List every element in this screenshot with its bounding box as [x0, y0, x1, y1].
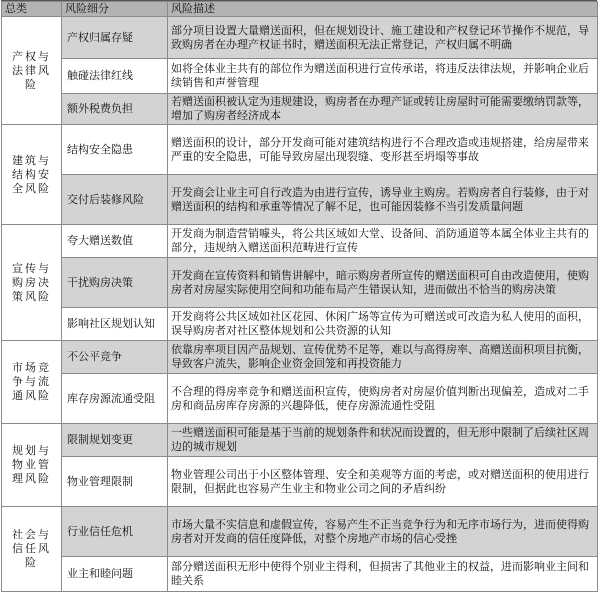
description-cell: 市场大量不实信息和虚假宣传，容易产生不正当竞争行为和无序市场行为，进而使得购房者对开发商的信任度降低，对整个房地产市场的信心受挫 — [168, 507, 598, 557]
description-cell: 部分项目设置大量赠送面积，但在规划设计、施工建设和产权登记环节操作不规范，导致购房者在办理产权证书时，赠送面积无法正常登记，产权归属不明确 — [168, 17, 598, 59]
category-cell: 宣传与购房决策风险 — [2, 225, 62, 341]
description-cell: 开发商会让业主可自行改造为由进行宣传，诱导业主购房。若购房者自行装修，由于对赠送面积的结构和承重等情况了解不足，也可能因装修不当引发质量问题 — [168, 175, 598, 225]
subcategory-cell: 额外税费负担 — [62, 94, 168, 125]
description-cell: 如将全体业主共有的部位作为赠送面积进行宣传承诺，将违反法律法规，并影响企业后续销售和声誉管理 — [168, 59, 598, 94]
table-row — [2, 59, 598, 94]
subcategory-cell: 影响社区规划认知 — [62, 308, 168, 341]
description-cell: 不合理的得房率竞争和赠送面积宣传，使购房者对房屋价值判断出现偏差，造成对二手房和商品房库存房源的兴趣降低，使存房源流通性受阻 — [168, 374, 598, 424]
description-cell: 开发商为制造营销噱头，将公共区域如大堂、设备间、消防通道等本属全体业主共有的部分，违规纳入赠送面积范畴进行宣传 — [168, 225, 598, 258]
category-cell: 社会与信任风险 — [2, 507, 62, 592]
subcategory-cell: 产权归属存疑 — [62, 17, 168, 59]
description-cell: 物业管理公司出于小区整体管理、安全和美观等方面的考虑，或对赠送面积的使用进行限制，但据此也容易产生业主和物业公司之间的矛盾纠纷 — [168, 457, 598, 507]
risk-table — [1, 1, 598, 592]
table-row — [2, 308, 598, 341]
subcategory-cell: 夸大赠送数值 — [62, 225, 168, 258]
table-row — [2, 125, 598, 175]
table-row — [2, 507, 598, 557]
description-cell: 依靠房率项目因产品规划、宣传优势不足等，难以与高得房率、高赠送面积项目抗衡，导致客户流失，影响企业资金回笼和再投资能力 — [168, 341, 598, 374]
table-row — [2, 225, 598, 258]
table-row — [2, 94, 598, 125]
subcategory-cell: 不公平竞争 — [62, 341, 168, 374]
subcategory-cell: 物业管理限制 — [62, 457, 168, 507]
header-category: 总类 — [2, 2, 62, 17]
table-row — [2, 175, 598, 225]
category-cell: 规划与物业管理风险 — [2, 424, 62, 507]
description-cell: 一些赠送面积可能是基于当前的规划条件和状况而设置的，但无形中限制了后续社区周边的城市规划 — [168, 424, 598, 457]
description-cell: 开发商在宣传资料和销售讲解中，暗示购房者所宣传的赠送面积可自由改造使用，使购房者对房屋实际使用空间和功能布局产生错误认知，进而做出不恰当的购房决策 — [168, 258, 598, 308]
subcategory-cell: 行业信任危机 — [62, 507, 168, 557]
table-row — [2, 424, 598, 457]
category-cell: 建筑与结构安全风险 — [2, 125, 62, 225]
table-row — [2, 17, 598, 59]
description-cell: 部分赠送面积无形中使得个别业主得利，但损害了其他业主的权益，进而影响业主间和睦关系 — [168, 557, 598, 592]
header-row — [2, 2, 598, 17]
table-row — [2, 374, 598, 424]
table-row — [2, 457, 598, 507]
table-row — [2, 557, 598, 592]
subcategory-cell: 库存房源流通受阻 — [62, 374, 168, 424]
subcategory-cell: 限制规划变更 — [62, 424, 168, 457]
table-row — [2, 341, 598, 374]
table-row — [2, 258, 598, 308]
subcategory-cell: 结构安全隐患 — [62, 125, 168, 175]
description-cell: 赠送面积的设计，部分开发商可能对建筑结构进行不合理改造或违规搭建，给房屋带来严重的安全隐患，可能导致房屋出现裂缝、变形甚至坍塌等事故 — [168, 125, 598, 175]
subcategory-cell: 触碰法律红线 — [62, 59, 168, 94]
header-subcategory: 风险细分 — [62, 2, 168, 17]
category-cell: 产权与法律风险 — [2, 17, 62, 125]
subcategory-cell: 业主和睦问题 — [62, 557, 168, 592]
header-description: 风险描述 — [168, 2, 598, 17]
description-cell: 若赠送面积被认定为违规建设，购房者在办理产证或转让房屋时可能需要缴纳罚款等，增加了购房者经济成本 — [168, 94, 598, 125]
subcategory-cell: 干扰购房决策 — [62, 258, 168, 308]
category-cell: 市场竞争与流通风险 — [2, 341, 62, 424]
subcategory-cell: 交付后装修风险 — [62, 175, 168, 225]
description-cell: 开发商将公共区域如社区花园、休闲广场等宣传为可赠送或可改造为私人使用的面积，误导购房者对社区整体规划和公共资源的认知 — [168, 308, 598, 341]
